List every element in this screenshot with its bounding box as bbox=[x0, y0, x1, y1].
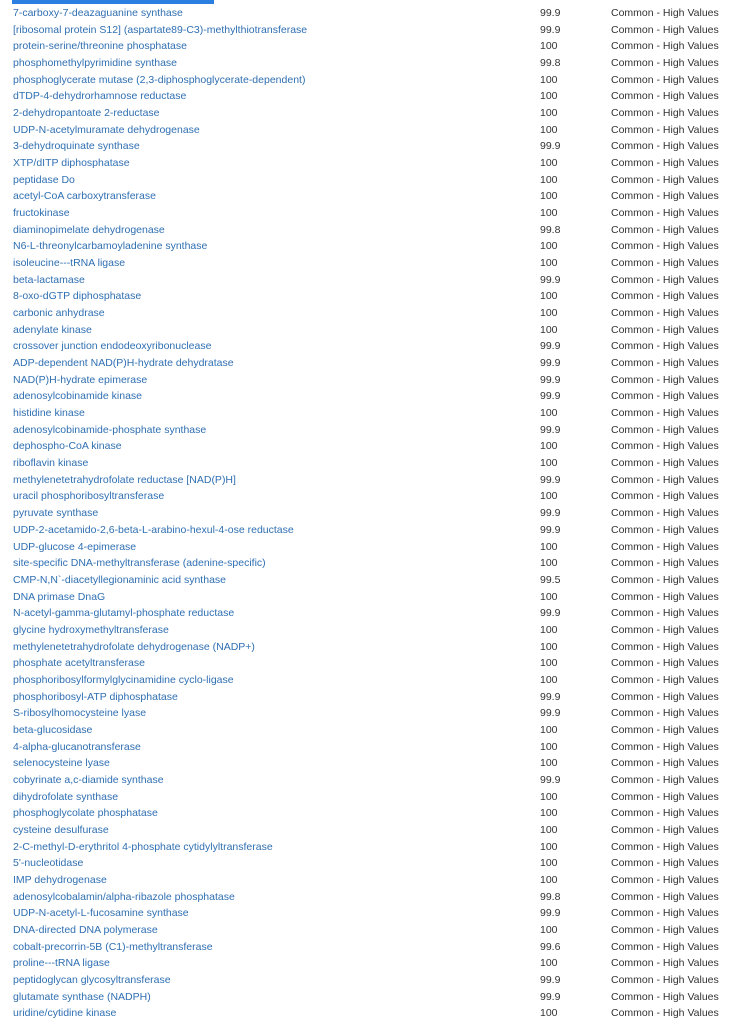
score-value: 100 bbox=[540, 657, 558, 670]
enzyme-table bbox=[0, 5, 735, 1022]
enzyme-name-link[interactable]: riboflavin kinase bbox=[13, 457, 89, 470]
score-value: 100 bbox=[540, 123, 558, 136]
table-row bbox=[0, 855, 735, 872]
enzyme-name-link[interactable]: cysteine desulfurase bbox=[13, 823, 109, 836]
score-value: 99.9 bbox=[540, 23, 561, 36]
enzyme-name-link[interactable]: adenosylcobalamin/alpha-ribazole phosphatase bbox=[13, 890, 235, 903]
category-label: Common - High Values bbox=[611, 640, 719, 653]
score-value: 99.9 bbox=[540, 340, 561, 353]
table-row bbox=[0, 1005, 735, 1022]
score-value: 99.9 bbox=[540, 140, 561, 153]
category-label: Common - High Values bbox=[611, 40, 719, 53]
table-row bbox=[0, 872, 735, 889]
enzyme-name-link[interactable]: dephospho-CoA kinase bbox=[13, 440, 122, 453]
table-row bbox=[0, 572, 735, 589]
category-label: Common - High Values bbox=[611, 457, 719, 470]
table-row bbox=[0, 488, 735, 505]
score-value: 99.6 bbox=[540, 940, 561, 953]
score-value: 100 bbox=[540, 440, 558, 453]
enzyme-name-link[interactable]: adenosylcobinamide kinase bbox=[13, 390, 142, 403]
table-row bbox=[0, 722, 735, 739]
table-row bbox=[0, 639, 735, 656]
enzyme-name-link[interactable]: crossover junction endodeoxyribonuclease bbox=[13, 340, 212, 353]
table-row bbox=[0, 422, 735, 439]
category-label: Common - High Values bbox=[611, 873, 719, 886]
table-row bbox=[0, 989, 735, 1006]
table-row bbox=[0, 655, 735, 672]
category-label: Common - High Values bbox=[611, 173, 719, 186]
table-row bbox=[0, 789, 735, 806]
category-label: Common - High Values bbox=[611, 957, 719, 970]
table-row bbox=[0, 322, 735, 339]
table-row bbox=[0, 805, 735, 822]
table-row bbox=[0, 55, 735, 72]
score-value: 99.9 bbox=[540, 707, 561, 720]
category-label: Common - High Values bbox=[611, 840, 719, 853]
category-label: Common - High Values bbox=[611, 807, 719, 820]
category-label: Common - High Values bbox=[611, 407, 719, 420]
table-row bbox=[0, 122, 735, 139]
score-value: 100 bbox=[540, 723, 558, 736]
table-row bbox=[0, 272, 735, 289]
score-value: 100 bbox=[540, 857, 558, 870]
table-row bbox=[0, 472, 735, 489]
category-label: Common - High Values bbox=[611, 907, 719, 920]
score-value: 99.9 bbox=[540, 390, 561, 403]
score-value: 100 bbox=[540, 407, 558, 420]
score-value: 99.9 bbox=[540, 690, 561, 703]
table-row bbox=[0, 772, 735, 789]
enzyme-name-link[interactable]: fructokinase bbox=[13, 207, 70, 220]
enzyme-name-link[interactable]: peptidase Do bbox=[13, 173, 75, 186]
enzyme-name-link[interactable]: carbonic anhydrase bbox=[13, 307, 105, 320]
enzyme-name-link[interactable]: dTDP-4-dehydrorhamnose reductase bbox=[13, 90, 187, 103]
enzyme-name-link[interactable]: UDP-2-acetamido-2,6-beta-L-arabino-hexul-4-ose reductase bbox=[13, 523, 294, 536]
category-label: Common - High Values bbox=[611, 523, 719, 536]
score-value: 99.9 bbox=[540, 473, 561, 486]
enzyme-name-link[interactable]: phosphate acetyltransferase bbox=[13, 657, 145, 670]
enzyme-name-link[interactable]: CMP-N,N`-diacetyllegionaminic acid synthase bbox=[13, 573, 226, 586]
enzyme-name-link[interactable]: NAD(P)H-hydrate epimerase bbox=[13, 373, 148, 386]
table-row bbox=[0, 138, 735, 155]
category-label: Common - High Values bbox=[611, 157, 719, 170]
category-label: Common - High Values bbox=[611, 690, 719, 703]
enzyme-name-link[interactable]: methylenetetrahydrofolate reductase [NAD(P)H] bbox=[13, 473, 236, 486]
enzyme-name-link[interactable]: DNA-directed DNA polymerase bbox=[13, 923, 158, 936]
table-row bbox=[0, 238, 735, 255]
table-row bbox=[0, 622, 735, 639]
score-value: 100 bbox=[540, 623, 558, 636]
score-value: 100 bbox=[540, 73, 558, 86]
category-label: Common - High Values bbox=[611, 123, 719, 136]
category-label: Common - High Values bbox=[611, 723, 719, 736]
category-label: Common - High Values bbox=[611, 207, 719, 220]
table-row bbox=[0, 222, 735, 239]
category-label: Common - High Values bbox=[611, 823, 719, 836]
table-row bbox=[0, 22, 735, 39]
score-value: 99.9 bbox=[540, 7, 561, 19]
category-label: Common - High Values bbox=[611, 323, 719, 336]
table-row bbox=[0, 555, 735, 572]
category-label: Common - High Values bbox=[611, 340, 719, 353]
score-value: 99.8 bbox=[540, 223, 561, 236]
category-label: Common - High Values bbox=[611, 23, 719, 36]
enzyme-name-link[interactable]: 4-alpha-glucanotransferase bbox=[13, 740, 141, 753]
enzyme-name-link[interactable]: 2-C-methyl-D-erythritol 4-phosphate cytidylyltransferase bbox=[13, 840, 273, 853]
enzyme-name-link[interactable]: diaminopimelate dehydrogenase bbox=[13, 223, 165, 236]
table-row bbox=[0, 255, 735, 272]
score-value: 99.9 bbox=[540, 507, 561, 520]
category-label: Common - High Values bbox=[611, 473, 719, 486]
score-value: 100 bbox=[540, 323, 558, 336]
enzyme-name-link[interactable]: UDP-N-acetylmuramate dehydrogenase bbox=[13, 123, 200, 136]
enzyme-name-link[interactable]: N6-L-threonylcarbamoyladenine synthase bbox=[13, 240, 208, 253]
score-value: 100 bbox=[540, 490, 558, 503]
category-label: Common - High Values bbox=[611, 607, 719, 620]
score-value: 100 bbox=[540, 207, 558, 220]
category-label: Common - High Values bbox=[611, 623, 719, 636]
table-row bbox=[0, 922, 735, 939]
category-label: Common - High Values bbox=[611, 373, 719, 386]
score-value: 100 bbox=[540, 307, 558, 320]
enzyme-name-link[interactable]: N-acetyl-gamma-glutamyl-phosphate reductase bbox=[13, 607, 235, 620]
score-value: 100 bbox=[540, 290, 558, 303]
category-label: Common - High Values bbox=[611, 357, 719, 370]
score-value: 100 bbox=[540, 240, 558, 253]
score-value: 99.8 bbox=[540, 57, 561, 70]
table-row bbox=[0, 939, 735, 956]
score-value: 100 bbox=[540, 840, 558, 853]
category-label: Common - High Values bbox=[611, 773, 719, 786]
table-row bbox=[0, 388, 735, 405]
score-value: 100 bbox=[540, 90, 558, 103]
enzyme-name-link[interactable]: IMP dehydrogenase bbox=[13, 873, 107, 886]
table-row bbox=[0, 405, 735, 422]
category-label: Common - High Values bbox=[611, 107, 719, 120]
enzyme-name-link[interactable]: proline---tRNA ligase bbox=[13, 957, 110, 970]
score-value: 100 bbox=[540, 540, 558, 553]
table-row bbox=[0, 672, 735, 689]
category-label: Common - High Values bbox=[611, 7, 719, 19]
score-value: 100 bbox=[540, 557, 558, 570]
enzyme-name-link[interactable]: adenosylcobinamide-phosphate synthase bbox=[13, 423, 207, 436]
table-row bbox=[0, 155, 735, 172]
score-value: 100 bbox=[540, 673, 558, 686]
category-label: Common - High Values bbox=[611, 990, 719, 1003]
score-value: 99.5 bbox=[540, 573, 561, 586]
table-row bbox=[0, 88, 735, 105]
enzyme-name-link[interactable]: pyruvate synthase bbox=[13, 507, 99, 520]
score-value: 99.9 bbox=[540, 523, 561, 536]
enzyme-name-link[interactable]: UDP-N-acetyl-L-fucosamine synthase bbox=[13, 907, 189, 920]
category-label: Common - High Values bbox=[611, 673, 719, 686]
category-label: Common - High Values bbox=[611, 240, 719, 253]
score-value: 99.9 bbox=[540, 990, 561, 1003]
score-value: 100 bbox=[540, 173, 558, 186]
category-label: Common - High Values bbox=[611, 573, 719, 586]
score-value: 99.9 bbox=[540, 273, 561, 286]
category-label: Common - High Values bbox=[611, 923, 719, 936]
table-row bbox=[0, 188, 735, 205]
category-label: Common - High Values bbox=[611, 790, 719, 803]
category-label: Common - High Values bbox=[611, 307, 719, 320]
table-row bbox=[0, 5, 735, 22]
enzyme-name-link[interactable]: cobalt-precorrin-5B (C1)-methyltransferase bbox=[13, 940, 213, 953]
category-label: Common - High Values bbox=[611, 940, 719, 953]
selected-row-highlight bbox=[12, 0, 214, 4]
score-value: 100 bbox=[540, 107, 558, 120]
enzyme-name-link[interactable]: beta-lactamase bbox=[13, 273, 85, 286]
table-row bbox=[0, 505, 735, 522]
category-label: Common - High Values bbox=[611, 557, 719, 570]
category-label: Common - High Values bbox=[611, 440, 719, 453]
enzyme-name-link[interactable]: ADP-dependent NAD(P)H-hydrate dehydratase bbox=[13, 357, 234, 370]
enzyme-name-link[interactable]: 5'-nucleotidase bbox=[13, 857, 84, 870]
enzyme-name-link[interactable]: phosphoglycerate mutase (2,3-diphosphoglycerate-dependent) bbox=[13, 73, 306, 86]
score-value: 100 bbox=[540, 923, 558, 936]
table-row bbox=[0, 705, 735, 722]
score-value: 100 bbox=[540, 1007, 558, 1020]
table-row bbox=[0, 288, 735, 305]
enzyme-name-link[interactable]: 7-carboxy-7-deazaguanine synthase bbox=[13, 7, 183, 19]
table-row bbox=[0, 889, 735, 906]
table-row bbox=[0, 689, 735, 706]
category-label: Common - High Values bbox=[611, 657, 719, 670]
category-label: Common - High Values bbox=[611, 1007, 719, 1020]
category-label: Common - High Values bbox=[611, 507, 719, 520]
enzyme-name-link[interactable]: protein-serine/threonine phosphatase bbox=[13, 40, 187, 53]
category-label: Common - High Values bbox=[611, 490, 719, 503]
table-row bbox=[0, 455, 735, 472]
score-value: 100 bbox=[540, 873, 558, 886]
score-value: 100 bbox=[540, 590, 558, 603]
enzyme-name-link[interactable]: glycine hydroxymethyltransferase bbox=[13, 623, 169, 636]
enzyme-name-link[interactable]: isoleucine---tRNA ligase bbox=[13, 257, 126, 270]
enzyme-name-link[interactable]: site-specific DNA-methyltransferase (adenine-specific) bbox=[13, 557, 266, 570]
score-value: 99.9 bbox=[540, 773, 561, 786]
category-label: Common - High Values bbox=[611, 257, 719, 270]
category-label: Common - High Values bbox=[611, 740, 719, 753]
category-label: Common - High Values bbox=[611, 707, 719, 720]
enzyme-name-link[interactable]: dihydrofolate synthase bbox=[13, 790, 119, 803]
enzyme-name-link[interactable]: selenocysteine lyase bbox=[13, 757, 110, 770]
enzyme-name-link[interactable]: 3-dehydroquinate synthase bbox=[13, 140, 140, 153]
table-row bbox=[0, 822, 735, 839]
score-value: 100 bbox=[540, 457, 558, 470]
enzyme-name-link[interactable]: beta-glucosidase bbox=[13, 723, 93, 736]
category-label: Common - High Values bbox=[611, 590, 719, 603]
category-label: Common - High Values bbox=[611, 390, 719, 403]
table-row bbox=[0, 539, 735, 556]
enzyme-name-link[interactable]: uridine/cytidine kinase bbox=[13, 1007, 117, 1020]
table-row bbox=[0, 438, 735, 455]
score-value: 100 bbox=[540, 190, 558, 203]
score-value: 99.9 bbox=[540, 907, 561, 920]
category-label: Common - High Values bbox=[611, 223, 719, 236]
table-row bbox=[0, 839, 735, 856]
enzyme-name-link[interactable]: S-ribosylhomocysteine lyase bbox=[13, 707, 147, 720]
table-row bbox=[0, 755, 735, 772]
table-row bbox=[0, 338, 735, 355]
table-row bbox=[0, 172, 735, 189]
table-row bbox=[0, 972, 735, 989]
enzyme-name-link[interactable]: acetyl-CoA carboxytransferase bbox=[13, 190, 156, 203]
category-label: Common - High Values bbox=[611, 290, 719, 303]
category-label: Common - High Values bbox=[611, 57, 719, 70]
category-label: Common - High Values bbox=[611, 757, 719, 770]
enzyme-name-link[interactable]: XTP/dITP diphosphatase bbox=[13, 157, 130, 170]
enzyme-name-link[interactable]: phosphoribosyl-ATP diphosphatase bbox=[13, 690, 178, 703]
score-value: 99.9 bbox=[540, 973, 561, 986]
enzyme-name-link[interactable]: glutamate synthase (NADPH) bbox=[13, 990, 151, 1003]
enzyme-name-link[interactable]: cobyrinate a,c-diamide synthase bbox=[13, 773, 164, 786]
enzyme-name-link[interactable]: adenylate kinase bbox=[13, 323, 92, 336]
enzyme-name-link[interactable]: 2-dehydropantoate 2-reductase bbox=[13, 107, 160, 120]
table-row bbox=[0, 522, 735, 539]
table-row bbox=[0, 38, 735, 55]
score-value: 100 bbox=[540, 740, 558, 753]
category-label: Common - High Values bbox=[611, 857, 719, 870]
score-value: 100 bbox=[540, 640, 558, 653]
enzyme-name-link[interactable]: phosphomethylpyrimidine synthase bbox=[13, 57, 178, 70]
score-value: 100 bbox=[540, 257, 558, 270]
score-value: 99.9 bbox=[540, 607, 561, 620]
category-label: Common - High Values bbox=[611, 90, 719, 103]
enzyme-name-link[interactable]: phosphoribosylformylglycinamidine cyclo-ligase bbox=[13, 673, 234, 686]
enzyme-name-link[interactable]: uracil phosphoribosyltransferase bbox=[13, 490, 165, 503]
table-row bbox=[0, 589, 735, 606]
table-row bbox=[0, 105, 735, 122]
score-value: 100 bbox=[540, 957, 558, 970]
enzyme-name-link[interactable]: 8-oxo-dGTP diphosphatase bbox=[13, 290, 142, 303]
table-row bbox=[0, 372, 735, 389]
score-value: 99.9 bbox=[540, 357, 561, 370]
table-row bbox=[0, 72, 735, 89]
table-row bbox=[0, 955, 735, 972]
category-label: Common - High Values bbox=[611, 140, 719, 153]
category-label: Common - High Values bbox=[611, 423, 719, 436]
table-row bbox=[0, 605, 735, 622]
enzyme-name-link[interactable]: peptidoglycan glycosyltransferase bbox=[13, 973, 171, 986]
score-value: 100 bbox=[540, 807, 558, 820]
table-row bbox=[0, 905, 735, 922]
enzyme-name-link[interactable]: [ribosomal protein S12] (aspartate89-C3)-methylthiotransferase bbox=[13, 23, 308, 36]
table-row bbox=[0, 355, 735, 372]
score-value: 100 bbox=[540, 40, 558, 53]
category-label: Common - High Values bbox=[611, 273, 719, 286]
category-label: Common - High Values bbox=[611, 890, 719, 903]
table-row bbox=[0, 205, 735, 222]
enzyme-name-link[interactable]: DNA primase DnaG bbox=[13, 590, 106, 603]
score-value: 99.8 bbox=[540, 890, 561, 903]
table-row bbox=[0, 305, 735, 322]
score-value: 100 bbox=[540, 823, 558, 836]
table-row bbox=[0, 739, 735, 756]
score-value: 100 bbox=[540, 790, 558, 803]
score-value: 99.9 bbox=[540, 423, 561, 436]
score-value: 100 bbox=[540, 157, 558, 170]
enzyme-name-link[interactable]: methylenetetrahydrofolate dehydrogenase (NADP+) bbox=[13, 640, 255, 653]
score-value: 100 bbox=[540, 757, 558, 770]
category-label: Common - High Values bbox=[611, 973, 719, 986]
category-label: Common - High Values bbox=[611, 73, 719, 86]
category-label: Common - High Values bbox=[611, 540, 719, 553]
category-label: Common - High Values bbox=[611, 190, 719, 203]
score-value: 99.9 bbox=[540, 373, 561, 386]
enzyme-name-link[interactable]: UDP-glucose 4-epimerase bbox=[13, 540, 137, 553]
enzyme-name-link[interactable]: histidine kinase bbox=[13, 407, 85, 420]
enzyme-name-link[interactable]: phosphoglycolate phosphatase bbox=[13, 807, 158, 820]
